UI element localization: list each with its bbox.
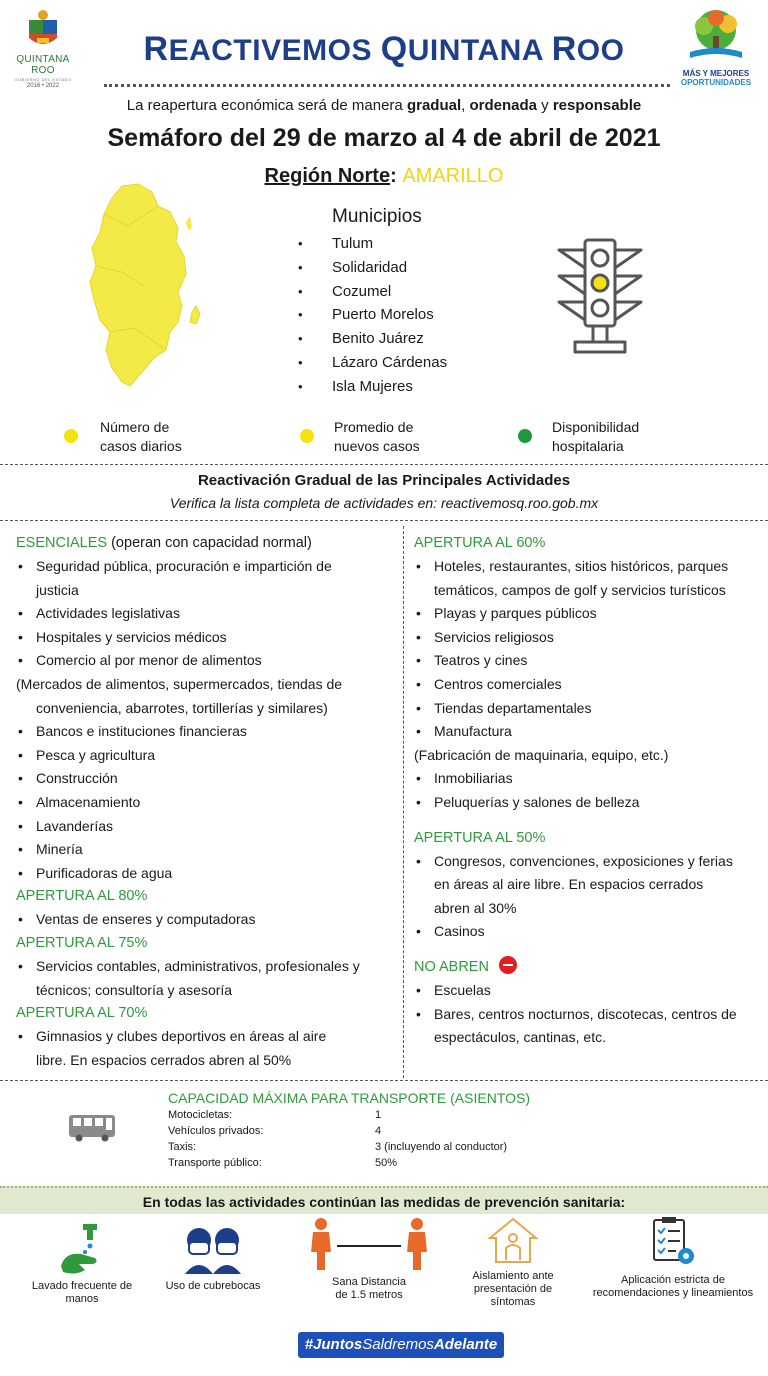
status-dot <box>64 429 78 443</box>
list-item: • Teatros y cines <box>414 649 764 673</box>
section-divider <box>0 464 768 465</box>
region-map <box>82 182 202 392</box>
list-item: • Inmobiliarias <box>414 767 764 791</box>
municipios-title: Municipios <box>332 206 422 227</box>
apertura-70-title: APERTURA AL 70% <box>16 1005 148 1022</box>
list-item: • Puerto Morelos <box>298 306 434 324</box>
bus-icon <box>68 1114 116 1142</box>
list-item: • Construcción <box>16 767 396 791</box>
esenciales-note: (Mercados de alimentos, supermercados, tiendas de conveniencia, abarrotes, tortillerías y similares) <box>16 675 343 716</box>
list-item: • Solidaridad <box>298 258 408 276</box>
list-item: • Bares, centros nocturnos, discotecas, centros de espectáculos, cantinas, etc. <box>414 1003 764 1050</box>
list-item: • Bancos e instituciones financieras <box>16 720 396 744</box>
list-item: • Peluquerías y salones de belleza <box>414 791 764 815</box>
no-entry-icon <box>499 956 517 974</box>
prevention-icons <box>0 1216 768 1326</box>
region-status: Región Norte: AMARILLO <box>264 165 504 187</box>
list-item: • Isla Mujeres <box>298 377 413 395</box>
logo-name: QUINTANA ROO <box>16 54 70 76</box>
esenciales-title: ESENCIALES (operan con capacidad normal) <box>16 535 312 551</box>
tree-icon <box>686 8 746 62</box>
transport-label: Transporte público: <box>168 1157 262 1169</box>
transport-value: 1 <box>375 1109 382 1121</box>
semaforo-dates: Semáforo del 29 de marzo al 4 de abril de 2021 <box>107 124 661 152</box>
logo-subtitle: GOBIERNO DEL ESTADO <box>14 77 72 82</box>
transport-label: Motocicletas: <box>168 1109 233 1121</box>
no-abren-title: NO ABREN <box>414 956 764 979</box>
list-item: • Escuelas <box>414 979 764 1003</box>
prevention-item-mask: Uso de cubrebocas <box>158 1222 268 1293</box>
prevention-title: En todas las actividades continúan las medidas de prevención sanitaria: <box>0 1186 768 1214</box>
transport-title: CAPACIDAD MÁXIMA PARA TRANSPORTE (ASIENTOS) <box>168 1090 531 1106</box>
coat-of-arms-icon <box>26 8 60 50</box>
header-divider <box>104 84 670 87</box>
traffic-light-icon <box>555 238 645 358</box>
section-divider <box>0 520 768 521</box>
transport-value: 3 (incluyendo al conductor) <box>375 1141 508 1153</box>
indicator-casos-diarios: Número de casos diarios <box>100 418 182 456</box>
list-item: • Comercio al por menor de alimentos <box>16 649 396 673</box>
list-item: • Hospitales y servicios médicos <box>16 626 396 650</box>
transport-label: Taxis: <box>168 1141 197 1153</box>
list-item: • Almacenamiento <box>16 791 396 815</box>
list-item: • Benito Juárez <box>298 330 424 348</box>
region-color: AMARILLO <box>402 165 504 187</box>
apertura-60-title: APERTURA AL 60% <box>414 535 546 551</box>
logo-right-line2: OPORTUNIDADES <box>680 78 752 87</box>
prevention-item-guidelines: Aplicación estricta de recomendaciones y lineamientos <box>588 1216 758 1300</box>
list-item: • Servicios contables, administrativos, profesionales y técnicos; consultoría y asesoría <box>16 955 396 1002</box>
quintana-roo-logo <box>8 8 78 94</box>
logo-right-line1: MÁS Y MEJORES <box>682 69 750 78</box>
list-item: • Servicios religiosos <box>414 626 764 650</box>
reactivacion-subtitle: Verifica la lista completa de actividades en: reactivemosq.roo.gob.mx <box>169 495 599 511</box>
list-item: • Congresos, convenciones, exposiciones y ferias en áreas al aire libre. En espacios cerrados abren al 30% <box>414 850 764 921</box>
home-isolation-icon <box>486 1216 540 1266</box>
list-item: • Gimnasios y clubes deportivos en áreas al aire libre. En espacios cerrados abren al 50% <box>16 1025 396 1072</box>
list-item: • Seguridad pública, procuración e impartición de justicia <box>16 555 396 602</box>
face-mask-icon <box>181 1222 245 1276</box>
list-item: • Ventas de enseres y computadoras <box>16 908 396 932</box>
transport-value: 50% <box>375 1157 398 1169</box>
indicator-disponibilidad-hospitalaria: Disponibilidad hospitalaria <box>552 418 639 456</box>
list-item: • Minería <box>16 838 396 862</box>
hashtag-badge: #JuntosSaldremosAdelante <box>298 1332 504 1358</box>
apertura-75-title: APERTURA AL 75% <box>16 934 148 951</box>
indicator-nuevos-casos: Promedio de nuevos casos <box>334 418 420 456</box>
list-item: • Centros comerciales <box>414 673 764 697</box>
list-item: • Casinos <box>414 920 764 944</box>
transport-label: Vehículos privados: <box>168 1125 264 1137</box>
list-item: • Cozumel <box>298 282 392 300</box>
list-item: • Lázaro Cárdenas <box>298 353 448 371</box>
social-distance-icon <box>309 1216 429 1272</box>
list-item: • Tiendas departamentales <box>414 697 764 721</box>
list-item: • Hoteles, restaurantes, sitios históricos, parques temáticos, campos de golf y servicios turísticos <box>414 555 764 602</box>
apertura-80-title: APERTURA AL 80% <box>16 888 148 905</box>
list-item: • Manufactura <box>414 720 764 744</box>
prevention-item-isolation: Aislamiento ante presentación de síntomas <box>458 1216 568 1309</box>
left-column <box>16 532 396 1072</box>
right-column <box>414 532 764 1050</box>
reopening-subtitle: La reapertura económica será de manera gradual, ordenada y responsable <box>126 97 642 114</box>
list-item: • Pesca y agricultura <box>16 744 396 768</box>
region-label: Región Norte <box>264 165 391 187</box>
reactivacion-title: Reactivación Gradual de las Principales Actividades <box>197 472 571 489</box>
apertura-50-title: APERTURA AL 50% <box>414 829 546 846</box>
section-divider <box>0 1080 768 1081</box>
status-dot <box>518 429 532 443</box>
municipios-list <box>298 232 447 399</box>
oportunidades-logo <box>678 8 754 88</box>
logo-years: 2016 • 2022 <box>26 83 60 89</box>
transport-value: 4 <box>375 1125 382 1137</box>
transport-capacity <box>0 1090 768 1170</box>
handwash-icon <box>55 1222 109 1276</box>
list-item: • Lavanderías <box>16 815 396 839</box>
list-item: • Purificadoras de agua <box>16 862 396 886</box>
page-title: REACTIVEMOS QUINTANA ROO <box>143 30 625 68</box>
prevention-item-distance: Sana Distancia de 1.5 metros <box>302 1216 436 1302</box>
status-dot <box>300 429 314 443</box>
manufactura-note: (Fabricación de maquinaria, equipo, etc.) <box>414 746 669 763</box>
list-item: • Playas y parques públicos <box>414 602 764 626</box>
prevention-item-handwash: Lavado frecuente de manos <box>22 1222 142 1306</box>
checklist-gear-icon <box>646 1216 700 1270</box>
list-item: • Tulum <box>298 235 374 252</box>
list-item: • Actividades legislativas <box>16 602 396 626</box>
column-divider <box>403 526 404 1078</box>
